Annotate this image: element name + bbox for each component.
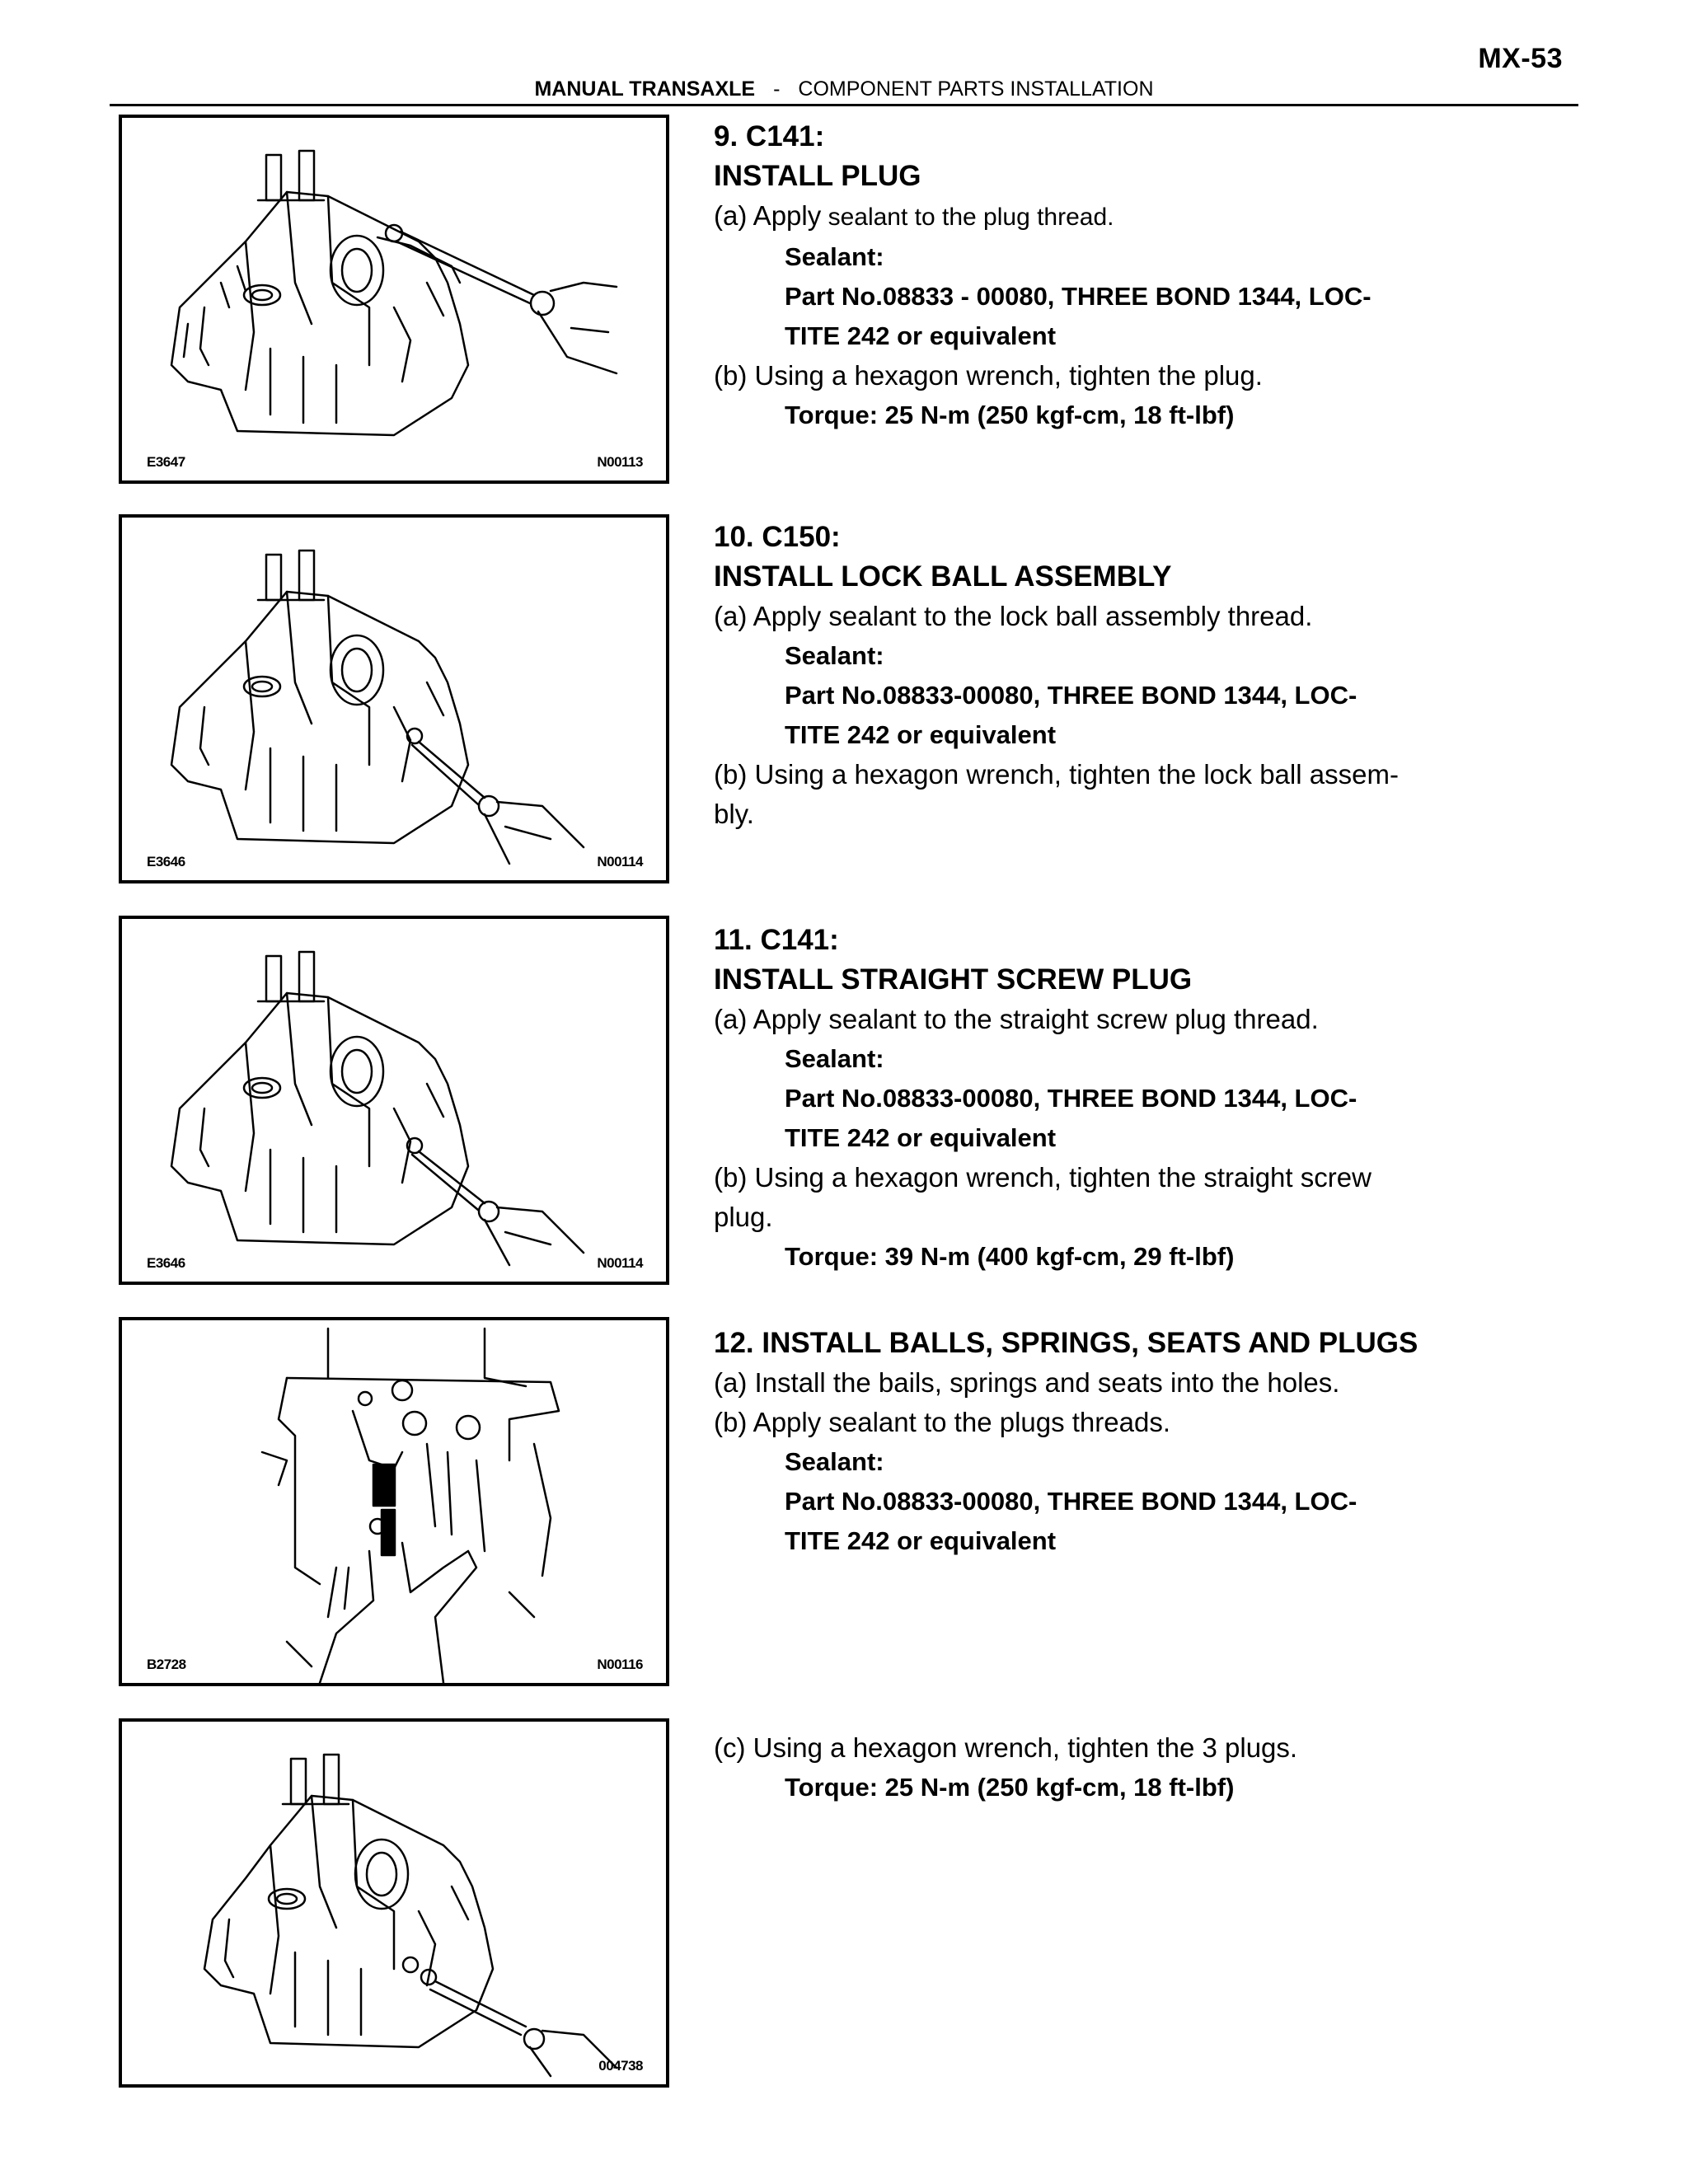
figure-install-balls-springs bbox=[119, 1317, 669, 1686]
header-separator: - bbox=[773, 77, 781, 101]
header-section: MANUAL TRANSAXLE bbox=[534, 77, 756, 101]
figure-install-lock-ball bbox=[119, 514, 669, 883]
step-instruction-b-line-1: (b) Using a hexagon wrench, tighten the straight screw bbox=[714, 1162, 1372, 1193]
figure-code-right: N00116 bbox=[597, 1657, 643, 1672]
figure-code-left: E3646 bbox=[147, 854, 185, 869]
step-instruction-c: (c) Using a hexagon wrench, tighten the 3 plugs. bbox=[714, 1732, 1298, 1763]
running-header bbox=[0, 77, 1688, 101]
step-11 bbox=[714, 921, 1604, 1277]
torque-spec: Torque: 25 N-m (250 kgf-cm, 18 ft-lbf) bbox=[785, 401, 1235, 429]
figure-code-left: E3647 bbox=[147, 454, 185, 470]
step-instruction-a: (a) Apply sealant to the lock ball assembly thread. bbox=[714, 601, 1313, 631]
transaxle-plug-illustration bbox=[122, 118, 666, 480]
step-title: INSTALL PLUG bbox=[714, 160, 921, 192]
step-instruction-a bbox=[714, 196, 1604, 237]
page-number: MX-53 bbox=[1478, 43, 1563, 74]
sealant-part-line-1: Part No.08833 - 00080, THREE BOND 1344, LOC- bbox=[785, 282, 1372, 311]
transaxle-lock-ball-illustration bbox=[122, 518, 666, 880]
step-instruction-b: (b) Apply sealant to the plugs threads. bbox=[714, 1407, 1171, 1437]
step-instruction-b-line-2: bly. bbox=[714, 799, 754, 829]
step-title: INSTALL STRAIGHT SCREW PLUG bbox=[714, 963, 1193, 996]
figure-code-right: N00114 bbox=[597, 854, 643, 869]
step-instruction-a-rest: sealant to the plug thread. bbox=[821, 204, 1114, 231]
sealant-part-line-1: Part No.08833-00080, THREE BOND 1344, LOC- bbox=[785, 681, 1357, 710]
sealant-part-line-1: Part No.08833-00080, THREE BOND 1344, LOC- bbox=[785, 1084, 1357, 1113]
sealant-label: Sealant: bbox=[785, 1044, 884, 1073]
step-instruction-a: (a) Apply sealant to the straight screw plug thread. bbox=[714, 1004, 1319, 1034]
figure-code-right: 004738 bbox=[598, 2058, 643, 2074]
step-instruction-a-prefix: (a) Apply bbox=[714, 200, 822, 231]
figure-code-left: E3646 bbox=[147, 1255, 185, 1271]
figure-code-right: N00114 bbox=[597, 1255, 643, 1271]
sealant-label: Sealant: bbox=[785, 242, 884, 271]
transaxle-tighten-plugs-illustration bbox=[122, 1722, 666, 2084]
sealant-part-line-2: TITE 242 or equivalent bbox=[785, 1123, 1057, 1152]
header-subsection: COMPONENT PARTS INSTALLATION bbox=[798, 77, 1154, 101]
sealant-label: Sealant: bbox=[785, 1447, 884, 1476]
transaxle-straight-screw-plug-illustration bbox=[122, 919, 666, 1282]
step-10 bbox=[714, 518, 1604, 834]
torque-spec: Torque: 25 N-m (250 kgf-cm, 18 ft-lbf) bbox=[785, 1773, 1235, 1802]
step-instruction-b-line-1: (b) Using a hexagon wrench, tighten the lock ball assem- bbox=[714, 759, 1399, 790]
figure-install-straight-screw-plug bbox=[119, 916, 669, 1285]
step-heading: 9. C141: bbox=[714, 120, 825, 152]
step-heading: 10. C150: bbox=[714, 521, 841, 553]
sealant-label: Sealant: bbox=[785, 641, 884, 670]
figure-code-right: N00113 bbox=[597, 454, 643, 470]
step-title: INSTALL LOCK BALL ASSEMBLY bbox=[714, 560, 1172, 593]
step-12 bbox=[714, 1324, 1604, 1561]
figure-install-plug bbox=[119, 115, 669, 484]
step-instruction-a: (a) Install the bails, springs and seats into the holes. bbox=[714, 1367, 1340, 1398]
step-9 bbox=[714, 117, 1604, 435]
step-instruction-b-line-2: plug. bbox=[714, 1202, 773, 1232]
step-12-c bbox=[714, 1728, 1604, 1807]
sealant-part-line-2: TITE 242 or equivalent bbox=[785, 1526, 1057, 1555]
torque-spec: Torque: 39 N-m (400 kgf-cm, 29 ft-lbf) bbox=[785, 1242, 1235, 1271]
sealant-part-line-2: TITE 242 or equivalent bbox=[785, 321, 1057, 350]
figure-code-left: B2728 bbox=[147, 1657, 186, 1672]
sealant-part-line-1: Part No.08833-00080, THREE BOND 1344, LOC- bbox=[785, 1487, 1357, 1516]
header-rule bbox=[110, 104, 1578, 106]
step-heading: 11. C141: bbox=[714, 924, 839, 956]
step-title: 12. INSTALL BALLS, SPRINGS, SEATS AND PLUGS bbox=[714, 1327, 1418, 1359]
step-instruction-b: (b) Using a hexagon wrench, tighten the plug. bbox=[714, 360, 1263, 391]
hand-inserting-balls-illustration bbox=[122, 1320, 666, 1683]
figure-tighten-3-plugs bbox=[119, 1718, 669, 2088]
sealant-part-line-2: TITE 242 or equivalent bbox=[785, 720, 1057, 749]
